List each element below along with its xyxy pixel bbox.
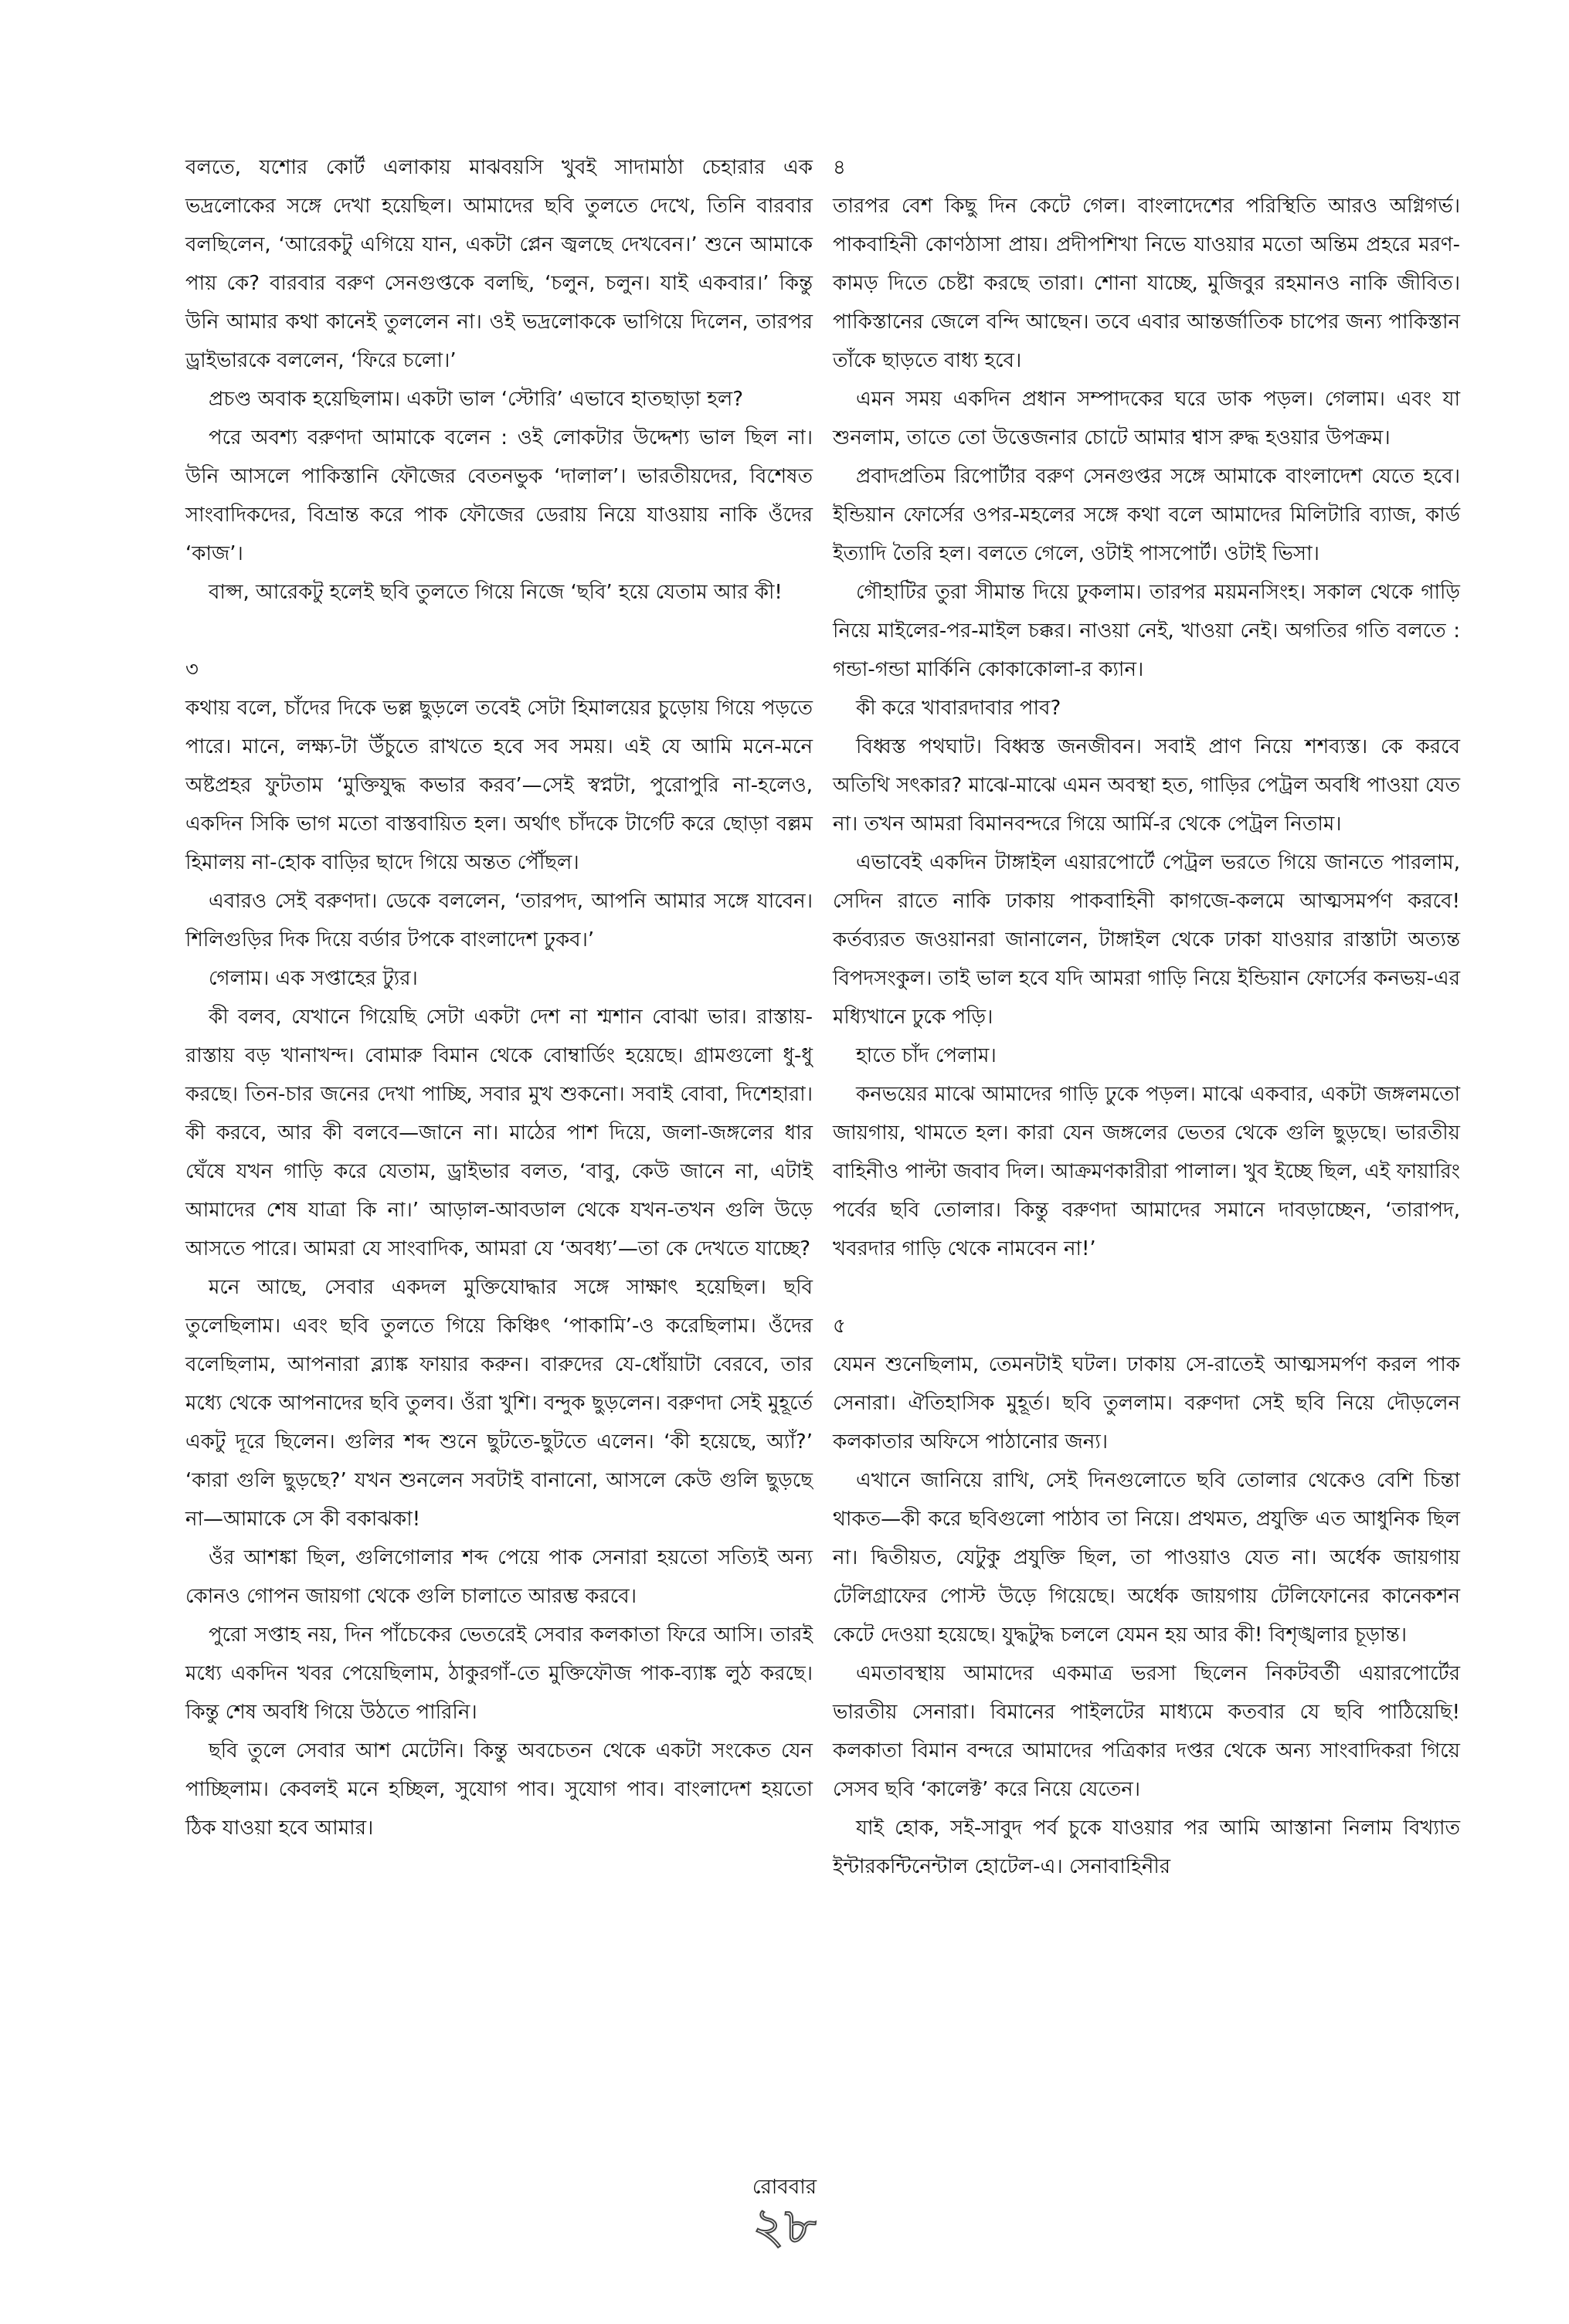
paragraph: মনে আছে, সেবার একদল মুক্তিযোদ্ধার সঙ্গে সাক্ষাৎ হয়েছিল। ছবি তুলেছিলাম। এবং ছবি তুলতে গিয়ে কিঞ্চিৎ ‘পাকামি’-ও করেছিলাম। ওঁদের বলেছিলাম, আপনারা ব্ল্যাঙ্ক ফায়ার করুন। বারুদের যে-ধোঁয়াটা বেরবে, তার মধ্যে থেকে আপনাদের ছবি তুলব। ওঁরা খুশি। বন্দুক ছুড়লেন। বরুণদা সেই মুহূর্তে একটু দূরে ছিলেন। গুলির শব্দ শুনে ছুটতে-ছুটতে এলেন। ‘কী হয়েছে, অ্যাঁ?’ ‘কারা গুলি ছুড়ছে?’ যখন শুনলেন সবটাই বানানো, আসলে কেউ গুলি ছুড়ছে না—আমাকে সে কী বকাঝকা! xyxy=(185,1276,813,1531)
magazine-name: রোববার xyxy=(752,2176,817,2199)
paragraph: ওঁর আশঙ্কা ছিল, গুলিগোলার শব্দ পেয়ে পাক সেনারা হয়তো সত্যিই অন্য কোনও গোপন জায়গা থেকে গুলি চালাতে আরম্ভ করবে। xyxy=(185,1546,813,1608)
paragraph: পরে অবশ্য বরুণদা আমাকে বলেন : ওই লোকটার উদ্দেশ্য ভাল ছিল না। উনি আসলে পাকিস্তানি ফৌজের বেতনভুক ‘দালাল’। ভারতীয়দের, বিশেষত সাংবাদিকদের, বিভ্রান্ত করে পাক ফৌজের ডেরায় নিয়ে যাওয়ায় নাকি ওঁদের ‘কাজ’। xyxy=(185,426,813,565)
paragraph: ছবি তুলে সেবার আশ মেটেনি। কিন্তু অবচেতন থেকে একটা সংকেত যেন পাচ্ছিলাম। কেবলই মনে হচ্ছিল, সুযোগ পাব। সুযোগ পাব। বাংলাদেশ হয়তো ঠিক যাওয়া হবে আমার। xyxy=(185,1739,813,1840)
paragraph: এমন সময় একদিন প্রধান সম্পাদকের ঘরে ডাক পড়ল। গেলাম। এবং যা শুনলাম, তাতে তো উত্তেজনার চোটে আমার শ্বাস রুদ্ধ হওয়ার উপক্রম। xyxy=(833,388,1460,450)
paragraph: এমতাবস্থায় আমাদের একমাত্র ভরসা ছিলেন নিকটবর্তী এয়ারপোর্টের ভারতীয় সেনারা। বিমানের পাইলটের মাধ্যমে কতবার যে ছবি পাঠিয়েছি! কলকাতা বিমান বন্দরে আমাদের পত্রিকার দপ্তর থেকে অন্য সাংবাদিকরা গিয়ে সেসব ছবি ‘কালেক্ট’ করে নিয়ে যেতেন। xyxy=(833,1662,1460,1801)
right-column xyxy=(833,148,1460,1886)
paragraph: বলতে, যশোর কোর্ট এলাকায় মাঝবয়সি খুবই সাদামাঠা চেহারার এক ভদ্রলোকের সঙ্গে দেখা হয়েছিল। আমাদের ছবি তুলতে দেখে, তিনি বারবার বলছিলেন, ‘আরেকটু এগিয়ে যান, একটা প্লেন জ্বলছে দেখবেন।’ শুনে আমাকে পায় কে? বারবার বরুণ সেনগুপ্তকে বলছি, ‘চলুন, চলুন। যাই একবার।’ কিন্তু উনি আমার কথা কানেই তুললেন না। ওই ভদ্রলোককে ভাগিয়ে দিলেন, তারপর ড্রাইভারকে বললেন, ‘ফিরে চলো।’ xyxy=(185,156,813,372)
left-column xyxy=(185,148,813,1847)
section-number: ৩ xyxy=(185,658,199,681)
section-number: ৪ xyxy=(833,156,846,179)
paragraph: গৌহাটির তুরা সীমান্ত দিয়ে ঢুকলাম। তারপর ময়মনসিংহ। সকাল থেকে গাড়ি নিয়ে মাইলের-পর-মাইল চক্কর। নাওয়া নেই, খাওয়া নেই। অগতির গতি বলতে : গন্ডা-গন্ডা মার্কিনি কোকাকোলা-র ক্যান। xyxy=(833,581,1460,681)
paragraph: এভাবেই একদিন টাঙ্গাইল এয়ারপোর্টে পেট্রল ভরতে গিয়ে জানতে পারলাম, সেদিন রাতে নাকি ঢাকায় পাকবাহিনী কাগজে-কলমে আত্মসমর্পণ করবে! কর্তব্যরত জওয়ানরা জানালেন, টাঙ্গাইল থেকে ঢাকা যাওয়ার রাস্তাটা অত্যন্ত বিপদসংকুল। তাই ভাল হবে যদি আমরা গাড়ি নিয়ে ইন্ডিয়ান ফোর্সের কনভয়-এর মধ্যিখানে ঢুকে পড়ি। xyxy=(833,851,1460,1029)
paragraph: বাপ্স, আরেকটু হলেই ছবি তুলতে গিয়ে নিজে ‘ছবি’ হয়ে যেতাম আর কী! xyxy=(209,581,783,604)
paragraph: বিধ্বস্ত পথঘাট। বিধ্বস্ত জনজীবন। সবাই প্রাণ নিয়ে শশব্যস্ত। কে করবে অতিথি সৎকার? মাঝে-মাঝে এমন অবস্থা হত, গাড়ির পেট্রল অবধি পাওয়া যেত না। তখন আমরা বিমানবন্দরে গিয়ে আর্মি-র থেকে পেট্রল নিতাম। xyxy=(833,735,1460,836)
page-number: ২৮ xyxy=(752,2198,817,2255)
section-number: ৫ xyxy=(833,1315,846,1338)
paragraph: তারপর বেশ কিছু দিন কেটে গেল। বাংলাদেশের পরিস্থিতি আরও অগ্নিগর্ভ। পাকবাহিনী কোণঠাসা প্রায়। প্রদীপশিখা নিভে যাওয়ার মতো অন্তিম প্রহরে মরণ-কামড় দিতে চেষ্টা করছে তারা। শোনা যাচ্ছে, মুজিবুর রহমানও নাকি জীবিত। পাকিস্তানের জেলে বন্দি আছেন। তবে এবার আন্তর্জাতিক চাপের জন্য পাকিস্তান তাঁকে ছাড়তে বাধ্য হবে। xyxy=(833,195,1460,372)
paragraph: কনভয়ের মাঝে আমাদের গাড়ি ঢুকে পড়ল। মাঝে একবার, একটা জঙ্গলমতো জায়গায়, থামতে হল। কারা যেন জঙ্গলের ভেতর থেকে গুলি ছুড়ছে। ভারতীয় বাহিনীও পাল্টা জবাব দিল। আক্রমণকারীরা পালাল। খুব ইচ্ছে ছিল, এই ফায়ারিং পর্বের ছবি তোলার। কিন্তু বরুণদা আমাদের সমানে দাবড়াচ্ছেন, ‘তারাপদ, খবরদার গাড়ি থেকে নামবেন না!’ xyxy=(833,1083,1460,1260)
paragraph: হাতে চাঁদ পেলাম। xyxy=(856,1044,997,1067)
paragraph: যাই হোক, সই-সাবুদ পর্ব চুকে যাওয়ার পর আমি আস্তানা নিলাম বিখ্যাত ইন্টারকন্টিনেন্টাল হোটেল-এ। সেনাবাহিনীর xyxy=(833,1817,1460,1878)
paragraph: প্রবাদপ্রতিম রিপোর্টার বরুণ সেনগুপ্তর সঙ্গে আমাকে বাংলাদেশ যেতে হবে। ইন্ডিয়ান ফোর্সের ওপর-মহলের সঙ্গে কথা বলে আমাদের মিলিটারি ব্যাজ, কার্ড ইত্যাদি তৈরি হল। বলতে গেলে, ওটাই পাসপোর্ট। ওটাই ভিসা। xyxy=(833,465,1460,565)
paragraph: কথায় বলে, চাঁদের দিকে ভল্ল ছুড়লে তবেই সেটা হিমালয়ের চুড়োয় গিয়ে পড়তে পারে। মানে, লক্ষ্য-টা উঁচুতে রাখতে হবে সব সময়। এই যে আমি মনে-মনে অষ্টপ্রহর ফুটতাম ‘মুক্তিযুদ্ধ কভার করব’—সেই স্বপ্নটা, পুরোপুরি না-হলেও, একদিন সিকি ভাগ মতো বাস্তবায়িত হল। অর্থাৎ চাঁদকে টার্গেট করে ছোড়া বল্লম হিমালয় না-হোক বাড়ির ছাদে গিয়ে অন্তত পৌঁছল। xyxy=(185,697,813,874)
paragraph: এখানে জানিয়ে রাখি, সেই দিনগুলোতে ছবি তোলার থেকেও বেশি চিন্তা থাকত—কী করে ছবিগুলো পাঠাব তা নিয়ে। প্রথমত, প্রযুক্তি এত আধুনিক ছিল না। দ্বিতীয়ত, যেটুকু প্রযুক্তি ছিল, তা পাওয়াও যেত না। অর্ধেক জায়গায় টেলিগ্রাফের পোস্ট উড়ে গিয়েছে। অর্ধেক জায়গায় টেলিফোনের কানেকশন কেটে দেওয়া হয়েছে। যুদ্ধটুদ্ধ চললে যেমন হয় আর কী! বিশৃঙ্খলার চূড়ান্ত। xyxy=(833,1469,1460,1647)
paragraph: গেলাম। এক সপ্তাহের ট্যুর। xyxy=(209,967,418,990)
paragraph: প্রচণ্ড অবাক হয়েছিলাম। একটা ভাল ‘স্টোরি’ এভাবে হাতছাড়া হল? xyxy=(209,388,744,411)
paragraph: এবারও সেই বরুণদা। ডেকে বললেন, ‘তারপদ, আপনি আমার সঙ্গে যাবেন। শিলিগুড়ির দিক দিয়ে বর্ডার টপকে বাংলাদেশ ঢুকব।’ xyxy=(185,890,813,952)
paragraph: কী বলব, যেখানে গিয়েছি সেটা একটা দেশ না শ্মশান বোঝা ভার। রাস্তায়-রাস্তায় বড় খানাখন্দ। বোমারু বিমান থেকে বোম্বার্ডিং হয়েছে। গ্রামগুলো ধু-ধু করছে। তিন-চার জনের দেখা পাচ্ছি, সবার মুখ শুকনো। সবাই বোবা, দিশেহারা। কী করবে, আর কী বলবে—জানে না। মাঠের পাশ দিয়ে, জলা-জঙ্গলের ধার ঘেঁষে যখন গাড়ি করে যেতাম, ড্রাইভার বলত, ‘বাবু, কেউ জানে না, এটাই আমাদের শেষ যাত্রা কি না।’ আড়াল-আবডাল থেকে যখন-তখন গুলি উড়ে আসতে পারে। আমরা যে সাংবাদিক, আমরা যে ‘অবধ্য’—তা কে দেখতে যাচ্ছে? xyxy=(185,1006,813,1260)
paragraph: পুরো সপ্তাহ নয়, দিন পাঁচেকের ভেতরেই সেবার কলকাতা ফিরে আসি। তারই মধ্যে একদিন খবর পেয়েছিলাম, ঠাকুরগাঁ-তে মুক্তিফৌজ পাক-ব্যাঙ্ক লুঠ করছে। কিন্তু শেষ অবধি গিয়ে উঠতে পারিনি। xyxy=(185,1623,813,1724)
paragraph: কী করে খাবারদাবার পাব? xyxy=(856,697,1061,720)
paragraph: যেমন শুনেছিলাম, তেমনটাই ঘটল। ঢাকায় সে-রাতেই আত্মসমর্পণ করল পাক সেনারা। ঐতিহাসিক মুহূর্ত। ছবি তুললাম। বরুণদা সেই ছবি নিয়ে দৌড়লেন কলকাতার অফিসে পাঠানোর জন্য। xyxy=(833,1353,1460,1454)
